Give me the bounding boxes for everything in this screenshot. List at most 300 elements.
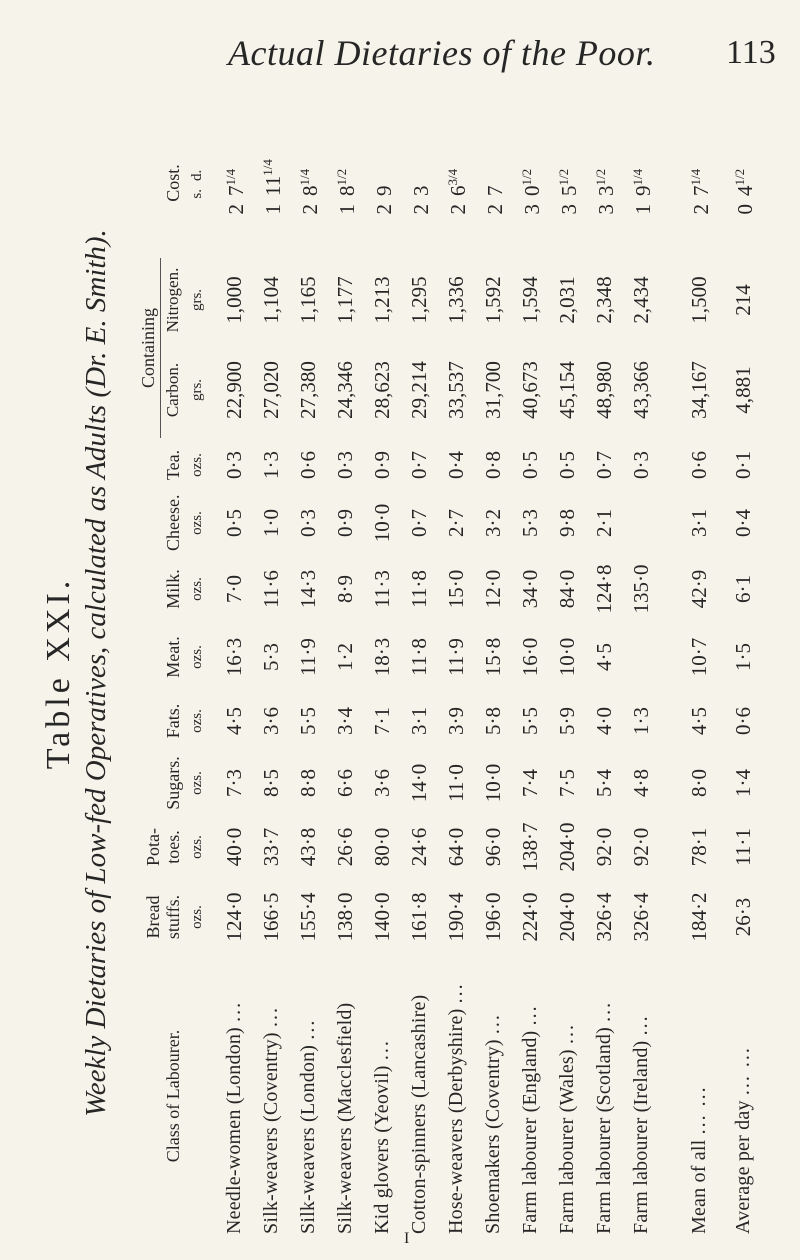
cost-shillings: 3 [557,204,581,215]
cheese-cell: 3·1 [686,509,711,537]
cost-pence-value: 8 [298,185,322,196]
meat-cell: 15·8 [480,637,505,677]
nitrogen-cell: 2,031 [554,276,579,324]
sugars-cell: 7·4 [517,769,542,797]
table-row [437,108,474,1238]
cost-shillings: 2 [483,204,507,215]
bread-cell: 140·0 [369,892,394,942]
spacer-row [659,108,673,1238]
carbon-cell: 43,366 [628,361,653,419]
tea-cell: 0·3 [221,451,246,479]
cost-pence-value: 9 [372,185,396,196]
bread-cell: 326·4 [591,892,616,942]
col-class-header: Class of Labourer. [163,1029,183,1163]
unit-tea: ozs. [189,453,205,477]
carbon-cell: 48,980 [591,361,616,419]
cheese-cell: 3·2 [480,509,505,537]
fats-cell: 7·1 [369,707,394,735]
fats-cell: 5·5 [295,707,320,735]
cost-cell [363,108,400,258]
nitrogen-cell: 2,434 [628,276,653,324]
sugars-cell: 6·6 [332,769,357,797]
class-name: Silk-weavers (Macclesfield) [333,1002,356,1234]
nitrogen-cell: 1,295 [406,276,431,324]
cost-shillings: 2 [372,204,396,215]
meat-cell: 4·5 [591,643,616,671]
potatoes-cell: 80·0 [369,827,394,867]
cost-pence-fraction: 1/4 [630,168,645,186]
sugars-cell: 5·4 [591,769,616,797]
cost-pence-fraction: 3/4 [445,168,460,186]
milk-cell: 6·1 [730,575,755,603]
meat-cell: 10·0 [554,637,579,677]
sugars-cell: 8·8 [295,769,320,797]
cost-shillings: 2 [224,204,248,215]
tea-cell: 0·5 [517,451,542,479]
cost-pence-fraction: 1/2 [732,168,747,186]
sugars-cell: 3·6 [369,769,394,797]
cost-cell [585,108,622,258]
sugars-cell: 8·0 [686,769,711,797]
cost-shillings: 1 [261,204,285,215]
col-tea-header: Tea. [163,449,183,481]
carbon-cell: 33,537 [443,361,468,419]
class-cell [511,954,548,1238]
cost-pence-value: 5 [557,185,581,196]
cost-cell [215,108,252,258]
unit-fats: ozs. [189,709,205,733]
fats-cell: 5·5 [517,707,542,735]
nitrogen-cell: 1,594 [517,276,542,324]
col-meat-header: Meat. [163,636,183,678]
bread-cell: 124·0 [221,892,246,942]
sugars-cell: 4·8 [628,769,653,797]
nitrogen-cell: 1,500 [686,276,711,324]
milk-cell: 84·0 [554,569,579,609]
table-title: Weekly Dietaries of Low-fed Operatives, calculated as Adults (Dr. E. Smith). [80,229,112,1117]
cheese-cell [622,492,659,554]
table-row [400,108,437,1238]
tea-cell: 0·9 [369,451,394,479]
meat-cell: 11·9 [443,638,468,676]
cost-pence [218,156,249,204]
unit-cost-s: s. [189,189,205,199]
cost-pence-value: 4 [733,185,757,196]
cost-pence-value: 0 [520,185,544,196]
cost-cell [400,108,437,258]
bread-cell: 204·0 [554,892,579,942]
cost-shillings: 1 [335,204,359,215]
cost-pence [403,156,434,204]
fats-cell: 3·1 [406,707,431,735]
cost-shillings: 1 [631,204,655,215]
leader-dots: ... [222,1000,245,1022]
unit-cost-d: d. [189,169,205,181]
meat-cell: 11·9 [295,638,320,676]
bread-cell: 196·0 [480,892,505,942]
nitrogen-cell: 1,592 [480,276,505,324]
tea-cell: 0·4 [443,451,468,479]
class-cell [622,954,659,1238]
cost-pence-value: 8 [335,185,359,196]
cost-pence [683,156,714,204]
cost-pence-value: 7 [689,185,713,196]
unit-class [185,954,215,1238]
col-fats-header: Fats. [163,703,183,739]
unit-cheese: ozs. [189,511,205,535]
class-cell [585,954,622,1238]
meat-cell: 11·8 [406,638,431,676]
cost-cell [289,108,326,258]
class-name: Needle-women (London) [222,1027,245,1234]
leader-dots: ... [592,1000,615,1022]
table-row [326,108,363,1238]
unit-nitrogen: grs. [189,288,205,312]
cost-pence-value: 3 [409,185,433,196]
col-sugars-header: Sugars. [163,756,183,810]
tea-cell: 0·3 [628,451,653,479]
unit-milk: ozs. [189,577,205,601]
fats-cell: 5·8 [480,707,505,735]
class-cell [717,954,761,1238]
potatoes-cell: 43·8 [295,827,320,867]
meat-cell: 16·3 [221,637,246,677]
cost-pence-fraction: 1/4 [223,168,238,186]
cost-pence [551,156,582,204]
bread-cell: 155·4 [295,892,320,942]
cost-shillings: 2 [446,204,470,215]
leader-dots: ... [481,1013,504,1035]
fats-cell: 3·6 [258,707,283,735]
sugars-cell: 8·5 [258,769,283,797]
leader-dots: ... ... [731,1046,754,1096]
table-row [474,108,511,1238]
sugars-cell: 1·4 [730,769,755,797]
col-milk-header: Milk. [163,569,183,609]
cost-pence [477,156,508,204]
table-body [215,108,761,1238]
class-name: Silk-weavers (Coventry) [259,1032,282,1234]
milk-cell: 11·3 [369,570,394,608]
cheese-cell: 0·7 [406,509,431,537]
cost-pence-fraction: 1/2 [334,168,349,186]
meat-cell: 1·5 [730,643,755,671]
tea-cell: 0·7 [406,451,431,479]
carbon-cell: 27,380 [295,361,320,419]
cost-shillings: 2 [409,204,433,215]
cost-shillings: 2 [689,204,713,215]
bread-cell: 184·2 [686,892,711,942]
leader-dots: ... [370,1039,393,1061]
table-row [548,108,585,1238]
meat-cell: 10·7 [686,637,711,677]
average-row [717,108,761,1238]
col-cost-header: Cost. [163,164,183,202]
potatoes-cell: 204·0 [554,822,579,872]
potatoes-cell: 24·6 [406,827,431,867]
tea-cell: 0·8 [480,451,505,479]
bread-cell: 26·3 [730,897,755,937]
col-potatoes-header: Pota- toes. [143,828,183,866]
sugars-cell: 7·3 [221,769,246,797]
bread-cell: 161·8 [406,892,431,942]
cheese-cell: 0·5 [221,509,246,537]
meat-cell: 5·3 [258,643,283,671]
cheese-cell: 0·9 [332,509,357,537]
milk-cell: 11·6 [258,570,283,608]
carbon-cell: 40,673 [517,361,542,419]
class-cell [289,954,326,1238]
cost-shillings: 3 [520,204,544,215]
milk-cell: 14·3 [295,569,320,609]
cheese-cell: 2·7 [443,509,468,537]
class-name: Farm labourer (England) [518,1030,541,1234]
sugars-cell: 7·5 [554,769,579,797]
nitrogen-cell: 1,213 [369,276,394,324]
unit-bread: ozs. [189,905,205,929]
carbon-cell: 4,881 [730,366,755,414]
potatoes-cell: 138·7 [517,822,542,872]
col-cheese-header: Cheese. [163,494,183,551]
unit-sugars: ozs. [189,771,205,795]
nitrogen-cell: 1,177 [332,276,357,324]
carbon-cell: 34,167 [686,361,711,419]
dietaries-table [136,108,761,1238]
cost-pence [588,156,619,204]
class-cell [437,954,474,1238]
cost-pence [255,156,286,204]
fats-cell: 1·3 [628,707,653,735]
cost-pence-value: 6 [446,185,470,196]
mean-row [673,108,717,1238]
carbon-cell: 28,623 [369,361,394,419]
cost-shillings: 0 [733,204,757,215]
spacer-cell [659,108,673,1238]
sugars-cell: 14·0 [406,763,431,803]
class-name: Mean of all [687,1139,710,1234]
fats-cell: 0·6 [730,707,755,735]
cost-cell [474,108,511,258]
class-name: Cotton-spinners (Lancashire) [407,994,430,1234]
sugars-cell: 10·0 [480,763,505,803]
potatoes-cell: 92·0 [628,827,653,867]
leader-dots: ... [518,1004,541,1026]
cost-pence [329,156,360,204]
class-cell [363,954,400,1238]
running-title: Actual Dietaries of the Poor. [228,33,656,73]
leader-dots: ... [259,1006,282,1028]
unit-potatoes: ozs. [189,835,205,859]
cheese-cell: 1·0 [258,509,283,537]
leader-dots: ... [555,1023,578,1045]
cost-pence-value: 11 [261,175,285,196]
milk-cell: 11·8 [406,570,431,608]
cheese-cell: 2·1 [591,509,616,537]
table-row [215,108,252,1238]
class-name: Hose-weavers (Derbyshire) [444,1008,467,1234]
potatoes-cell: 96·0 [480,827,505,867]
cost-pence-value: 7 [224,185,248,196]
cheese-cell: 0·4 [730,509,755,537]
milk-cell: 34·0 [517,569,542,609]
potatoes-cell: 64·0 [443,827,468,867]
nitrogen-cell: 214 [730,284,755,316]
bread-cell: 166·5 [258,892,283,942]
cost-pence [440,156,471,204]
class-cell [400,954,437,1238]
cost-pence-fraction: 1/2 [593,168,608,186]
milk-cell: 7·0 [221,575,246,603]
carbon-cell: 45,154 [554,361,579,419]
cost-shillings: 3 [594,204,618,215]
cost-pence [292,156,323,204]
carbon-cell: 22,900 [221,361,246,419]
nitrogen-cell: 1,104 [258,276,283,324]
potatoes-cell: 11·1 [730,828,755,866]
cost-pence-fraction: 1/4 [260,159,275,176]
milk-cell: 12·0 [480,569,505,609]
cheese-cell: 10·0 [369,503,394,543]
fats-cell: 3·9 [443,707,468,735]
class-cell [252,954,289,1238]
cheese-cell: 5·3 [517,509,542,537]
cost-pence [366,156,397,204]
leader-dots: ... [629,1014,652,1036]
cost-pence [727,156,758,204]
leader-dots: ... [296,1018,319,1040]
cost-cell [511,108,548,258]
fats-cell: 3·4 [332,707,357,735]
fats-cell: 5·9 [554,707,579,735]
class-cell [326,954,363,1238]
table-row [585,108,622,1238]
class-name: Kid glovers (Yeovil) [370,1065,393,1234]
tea-cell: 0·1 [730,451,755,479]
unit-cost [185,108,215,258]
cost-cell [548,108,585,258]
cost-cell [437,108,474,258]
cheese-cell: 9·8 [554,509,579,537]
milk-cell: 42·9 [686,569,711,609]
cost-pence [514,156,545,204]
milk-cell: 135·0 [628,564,653,614]
running-head [0,32,800,82]
bread-cell: 326·4 [628,892,653,942]
potatoes-cell: 78·1 [686,827,711,867]
nitrogen-cell: 1,000 [221,276,246,324]
table-row [289,108,326,1238]
class-cell [673,954,717,1238]
cost-pence-fraction: 1/4 [297,168,312,186]
unit-meat: ozs. [189,645,205,669]
col-nitrogen-header: Nitrogen. [163,267,182,333]
tea-cell: 0·6 [686,451,711,479]
meat-cell: 1·2 [332,643,357,671]
fats-cell: 4·0 [591,707,616,735]
meat-cell [622,624,659,690]
cost-cell [717,108,761,258]
table-row [622,108,659,1238]
leader-dots: ... ... [687,1085,710,1135]
cost-pence-fraction: 1/4 [688,168,703,186]
cost-pence [625,156,656,204]
fats-cell: 4·5 [221,707,246,735]
tea-cell: 0·5 [554,451,579,479]
class-name: Farm labourer (Wales) [555,1049,578,1234]
class-name: Farm labourer (Ireland) [629,1040,652,1234]
fats-cell: 4·5 [686,707,711,735]
signature-mark: I [404,1230,410,1247]
cost-cell [252,108,289,258]
col-bread-header: Bread stuffs. [143,894,183,940]
table-row [511,108,548,1238]
cost-pence-value: 9 [631,185,655,196]
tea-cell: 0·3 [332,451,357,479]
bread-cell: 138·0 [332,892,357,942]
milk-cell: 8·9 [332,575,357,603]
class-cell [215,954,252,1238]
meat-cell: 18·3 [369,637,394,677]
meat-cell: 16·0 [517,637,542,677]
table-row [363,108,400,1238]
class-cell [474,954,511,1238]
units-row [185,108,215,1238]
cost-cell [622,108,659,258]
cost-pence-value: 7 [483,185,507,196]
tea-cell: 1·3 [258,451,283,479]
carbon-cell: 29,214 [406,361,431,419]
potatoes-cell: 40·0 [221,827,246,867]
tea-cell: 0·7 [591,451,616,479]
table-row [252,108,289,1238]
carbon-cell: 24,346 [332,361,357,419]
unit-carbon: grs. [189,378,205,402]
potatoes-cell: 26·6 [332,827,357,867]
cheese-cell: 0·3 [295,509,320,537]
cost-pence-fraction: 1/2 [519,168,534,186]
class-cell [548,954,585,1238]
header-row-top [136,108,161,1238]
col-containing-header: Containing [136,258,161,438]
class-name: Farm labourer (Scotland) [592,1027,615,1234]
nitrogen-cell: 2,348 [591,276,616,324]
carbon-cell: 27,020 [258,361,283,419]
cost-pence-value: 3 [594,185,618,196]
cost-shillings: 2 [298,204,322,215]
class-name: Average per day [731,1100,754,1234]
carbon-cell: 31,700 [480,361,505,419]
nitrogen-cell: 1,336 [443,276,468,324]
leader-dots: ... [444,982,467,1004]
class-name: Shoemakers (Coventry) [481,1039,504,1234]
tea-cell: 0·6 [295,451,320,479]
bread-cell: 224·0 [517,892,542,942]
table-label: Table XXI. [40,576,77,770]
cost-cell [326,108,363,258]
page-number: 113 [726,34,776,71]
class-name: Silk-weavers (London) [296,1044,319,1234]
cost-cell [673,108,717,258]
potatoes-cell: 92·0 [591,827,616,867]
bread-cell: 190·4 [443,892,468,942]
sugars-cell: 11·0 [443,764,468,802]
potatoes-cell: 33·7 [258,827,283,867]
milk-cell: 124·8 [591,564,616,614]
col-carbon-header: Carbon. [163,362,182,418]
nitrogen-cell: 1,165 [295,276,320,324]
rotated-table-block [40,108,760,1238]
milk-cell: 15·0 [443,569,468,609]
